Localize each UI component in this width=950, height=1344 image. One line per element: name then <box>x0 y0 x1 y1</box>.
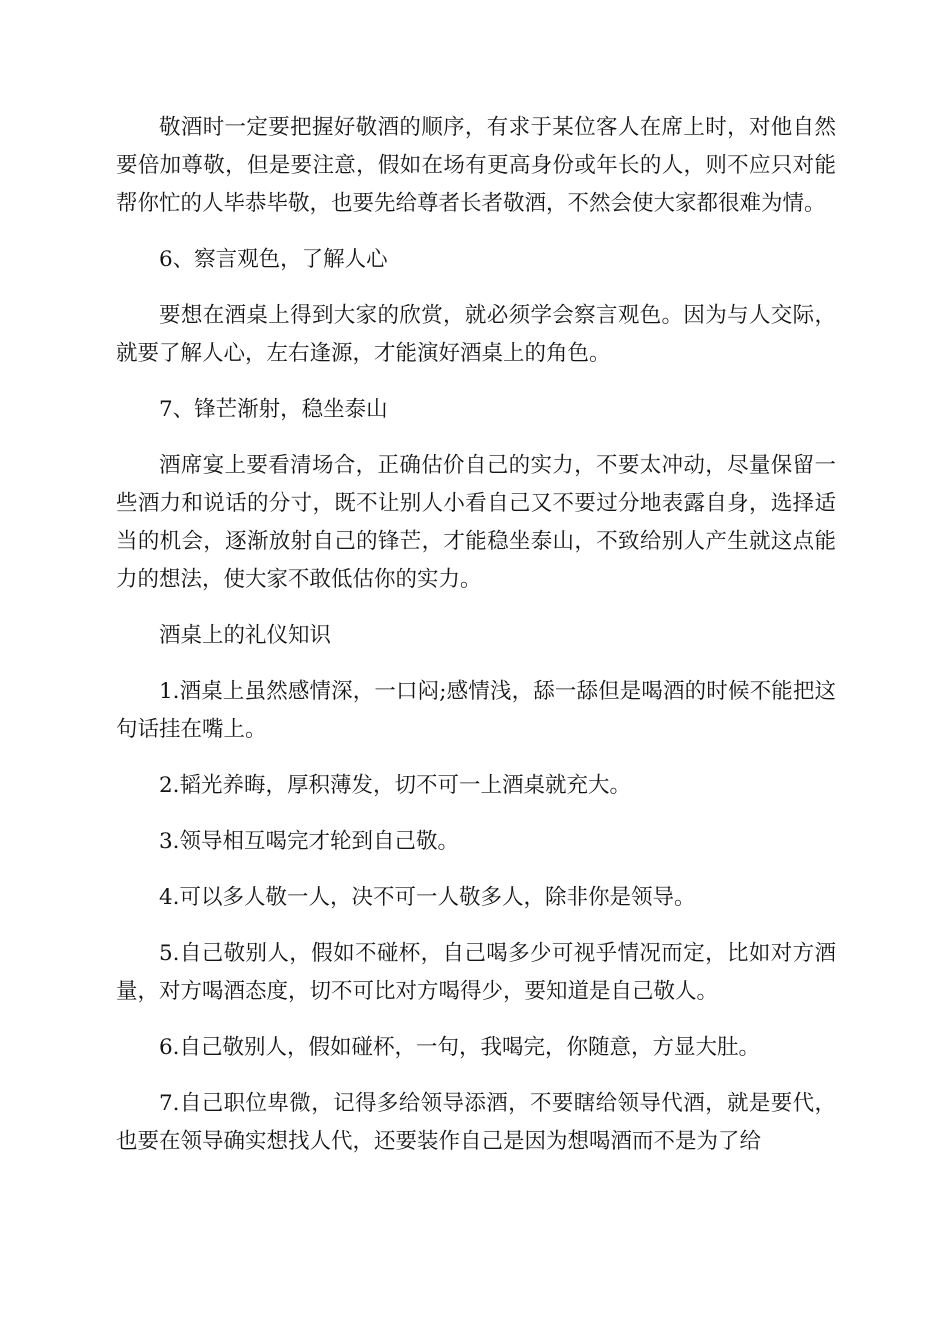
list-item-1: 1.酒桌上虽然感情深，一口闷;感情浅，舔一舔但是喝酒的时候不能把这句话挂在嘴上。 <box>116 679 836 742</box>
paragraph-composure: 酒席宴上要看清场合，正确估价自己的实力，不要太冲动，尽量保留一些酒力和说话的分寸，既不让别人小看自己又不要过分地表露自身，选择适当的机会，逐渐放射自己的锋芒，才能稳坐泰山，不致给别人产生就这点能力的想法，使大家不敢低估你的实力。 <box>116 453 836 592</box>
list-item-2: 2.韬光养晦，厚积薄发，切不可一上酒桌就充大。 <box>159 773 632 798</box>
list-item-5: 5.自己敬别人，假如不碰杯，自己喝多少可视乎情况而定，比如对方酒量，对方喝酒态度，切不可比对方喝得少，要知道是自己敬人。 <box>116 941 836 1004</box>
section-heading-6: 6、察言观色，了解人心 <box>159 247 388 272</box>
paragraph-toasting-order: 敬酒时一定要把握好敬酒的顺序，有求于某位客人在席上时，对他自然要倍加尊敬，但是要注意，假如在场有更高身份或年长的人，则不应只对能帮你忙的人毕恭毕敬，也要先给尊者长者敬酒，不然会使大家都很难为情。 <box>116 115 836 216</box>
section-heading-etiquette: 酒桌上的礼仪知识 <box>159 623 332 648</box>
document-body <box>116 109 836 1179</box>
list-item-4: 4.可以多人敬一人，决不可一人敬多人，除非你是领导。 <box>159 885 696 910</box>
list-item-6: 6.自己敬别人，假如碰杯，一句，我喝完，你随意，方显大肚。 <box>159 1035 761 1060</box>
section-heading-7: 7、锋芒渐射，稳坐泰山 <box>159 397 388 422</box>
list-item-3: 3.领导相互喝完才轮到自己敬。 <box>159 829 460 854</box>
paragraph-observe: 要想在酒桌上得到大家的欣赏，就必须学会察言观色。因为与人交际，就要了解人心，左右逢源，才能演好酒桌上的角色。 <box>116 303 836 366</box>
list-item-7: 7.自己职位卑微，记得多给领导添酒，不要瞎给领导代酒，就是要代，也要在领导确实想找人代，还要装作自己是因为想喝酒而不是为了给 <box>116 1091 836 1154</box>
